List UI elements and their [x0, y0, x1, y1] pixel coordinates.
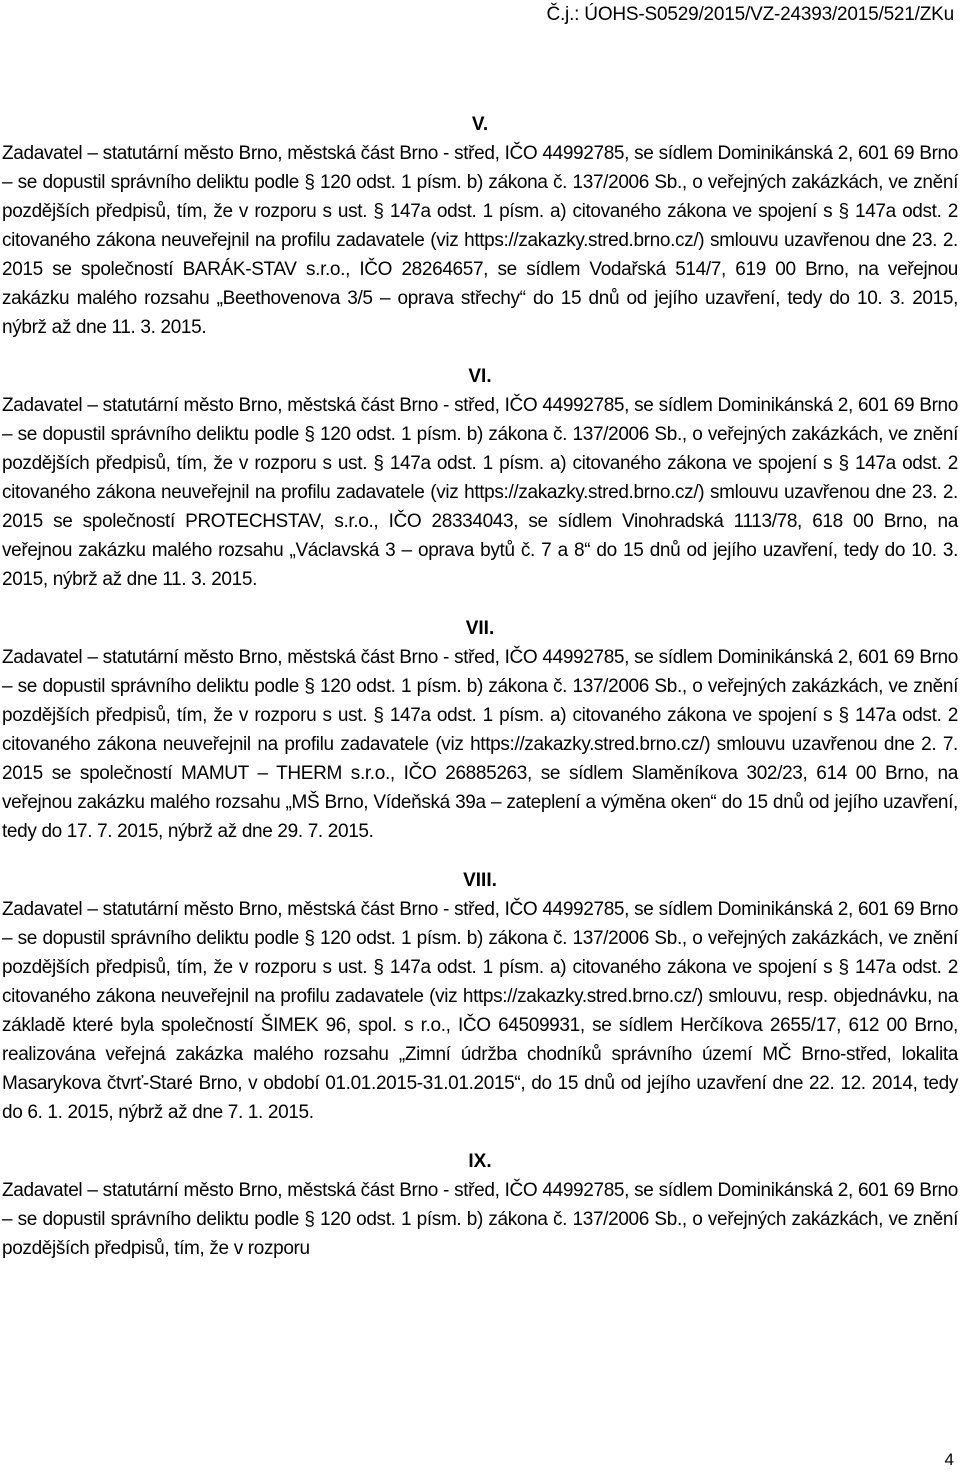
- document-body: [2, 110, 958, 1263]
- page-number: 4: [944, 1450, 954, 1469]
- section-title-v: V.: [471, 114, 489, 135]
- section-spacer: [2, 846, 958, 866]
- section-spacer: [2, 594, 958, 614]
- document-reference-number: Č.j.: ÚOHS-S0529/2015/VZ-24393/2015/521/ZKu: [546, 4, 954, 25]
- section-paragraph-vi: Zadavatel – statutární město Brno, městská část Brno - střed, IČO 44992785, se sídlem Dominikánská 2, 601 69 Brno – se dopustil správního deliktu podle § 120 odst. 1 písm. b) zákona č. 137/2006 Sb., o veřejných zakázkách, ve znění pozdějších předpisů, tím, že v rozporu s ust. § 147a odst. 1 písm. a) citovaného zákona ve spojení s § 147a odst. 2 citovaného zákona neuveřejnil na profilu zadavatele (viz https://zakazky.stred.brno.cz/) smlouvu uzavřenou dne 23. 2. 2015 se společností PROTECHSTAV, s.r.o., IČO 28334043, se sídlem Vinohradská 1113/78, 618 00 Brno, na veřejnou zakázku malého rozsahu „Václavská 3 – oprava bytů č. 7 a 8“ do 15 dnů od jejího uzavření, tedy do 10. 3. 2015, nýbrž až dne 11. 3. 2015.: [2, 395, 958, 590]
- section-title-vi: VI.: [468, 366, 492, 387]
- section-title-vii: VII.: [465, 618, 495, 639]
- section-paragraph-ix: Zadavatel – statutární město Brno, městská část Brno - střed, IČO 44992785, se sídlem Dominikánská 2, 601 69 Brno – se dopustil správního deliktu podle § 120 odst. 1 písm. b) zákona č. 137/2006 Sb., o veřejných zakázkách, ve znění pozdějších předpisů, tím, že v rozporu: [2, 1180, 958, 1259]
- section-paragraph-v: Zadavatel – statutární město Brno, městská část Brno - střed, IČO 44992785, se sídlem Dominikánská 2, 601 69 Brno – se dopustil správního deliktu podle § 120 odst. 1 písm. b) zákona č. 137/2006 Sb., o veřejných zakázkách, ve znění pozdějších předpisů, tím, že v rozporu s ust. § 147a odst. 1 písm. a) citovaného zákona ve spojení s § 147a odst. 2 citovaného zákona neuveřejnil na profilu zadavatele (viz https://zakazky.stred.brno.cz/) smlouvu uzavřenou dne 23. 2. 2015 se společností BARÁK-STAV s.r.o., IČO 28264657, se sídlem Vodařská 514/7, 619 00 Brno, na veřejnou zakázku malého rozsahu „Beethovenova 3/5 – oprava střechy“ do 15 dnů od jejího uzavření, tedy do 10. 3. 2015, nýbrž až dne 11. 3. 2015.: [2, 143, 958, 338]
- section-paragraph-viii: Zadavatel – statutární město Brno, městská část Brno - střed, IČO 44992785, se sídlem Dominikánská 2, 601 69 Brno – se dopustil správního deliktu podle § 120 odst. 1 písm. b) zákona č. 137/2006 Sb., o veřejných zakázkách, ve znění pozdějších předpisů, tím, že v rozporu s ust. § 147a odst. 1 písm. a) citovaného zákona ve spojení s § 147a odst. 2 citovaného zákona neuveřejnil na profilu zadavatele (viz https://zakazky.stred.brno.cz/) smlouvu, resp. objednávku, na základě které byla společností ŠIMEK 96, spol. s r.o., IČO 64509931, se sídlem Herčíkova 2655/17, 612 00 Brno, realizována veřejná zakázka malého rozsahu „Zimní údržba chodníků správního území MČ Brno-střed, lokalita Masarykova čtvrť-Staré Brno, v období 01.01.2015-31.01.2015“, do 15 dnů od jejího uzavření dne 22. 12. 2014, tedy do 6. 1. 2015, nýbrž až dne 7. 1. 2015.: [2, 899, 958, 1123]
- section-spacer: [2, 1127, 958, 1147]
- section-title-ix: IX.: [468, 1151, 492, 1172]
- section-title-viii: VIII.: [463, 870, 497, 891]
- section-paragraph-vii: Zadavatel – statutární město Brno, městská část Brno - střed, IČO 44992785, se sídlem Dominikánská 2, 601 69 Brno – se dopustil správního deliktu podle § 120 odst. 1 písm. b) zákona č. 137/2006 Sb., o veřejných zakázkách, ve znění pozdějších předpisů, tím, že v rozporu s ust. § 147a odst. 1 písm. a) citovaného zákona ve spojení s § 147a odst. 2 citovaného zákona neuveřejnil na profilu zadavatele (viz https://zakazky.stred.brno.cz/) smlouvu uzavřenou dne 2. 7. 2015 se společností MAMUT – THERM s.r.o., IČO 26885263, se sídlem Slaměníkova 302/23, 614 00 Brno, na veřejnou zakázku malého rozsahu „MŠ Brno, Vídeňská 39a – zateplení a výměna oken“ do 15 dnů od jejího uzavření, tedy do 17. 7. 2015, nýbrž až dne 29. 7. 2015.: [2, 647, 958, 842]
- section-spacer: [2, 342, 958, 362]
